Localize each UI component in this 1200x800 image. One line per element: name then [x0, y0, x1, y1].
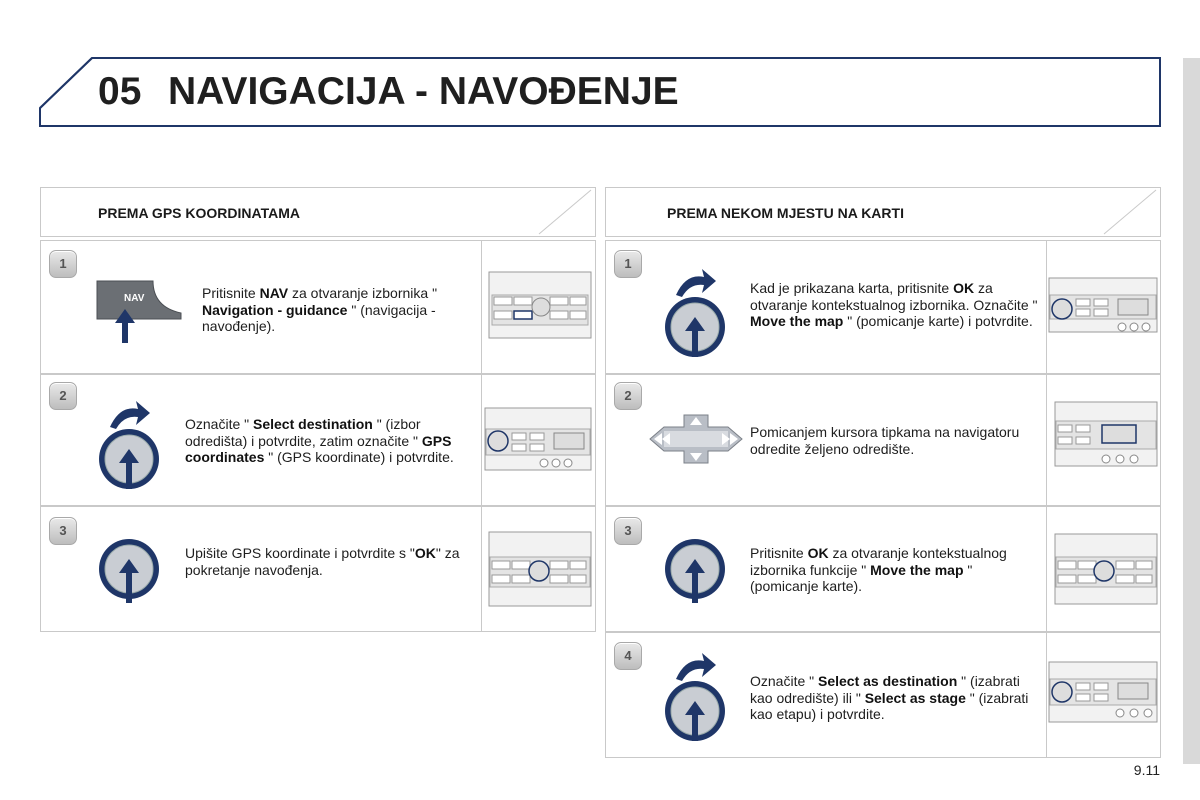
- bold-term: OK: [807, 545, 829, 561]
- text-run: " (izabrati kao etapu) i potvrdite.: [750, 689, 1029, 722]
- right-step-2: [605, 374, 1161, 506]
- right-heading-label: PREMA NEKOM MJESTU NA KARTI: [667, 205, 904, 221]
- bold-term: Select destination: [253, 416, 373, 432]
- left-step-3: [40, 506, 596, 632]
- right-column-heading: [605, 187, 1161, 237]
- radio-panel-thumbnail: [484, 407, 592, 473]
- left-step-2: [40, 374, 596, 506]
- step-badge: 4: [614, 642, 642, 670]
- text-run: za otvaranje izbornika ": [288, 285, 438, 301]
- step-description: [185, 416, 475, 466]
- text-run: za otvaranje kontekstualnog izbornika funkcije ": [750, 545, 1007, 578]
- text-run: Kad je prikazana karta, pritisnite: [750, 280, 954, 296]
- step-description: [202, 285, 472, 335]
- step-badge: 3: [614, 517, 642, 545]
- radio-panel-thumbnail: [488, 531, 592, 609]
- left-heading-label: PREMA GPS KOORDINATAMA: [98, 205, 300, 221]
- radio-panel-thumbnail: [1054, 401, 1158, 469]
- step-description: [750, 545, 1040, 595]
- step-description: [750, 424, 1040, 457]
- right-step-3: [605, 506, 1161, 632]
- title-bar: [0, 0, 1200, 140]
- bold-term: Move the map: [870, 561, 964, 578]
- right-step-1: [605, 240, 1161, 374]
- text-run: " (izbor odredišta) i potvrdite, zatim označite ": [185, 416, 422, 449]
- text-run: Označite ": [750, 673, 818, 689]
- chapter-number: 05: [98, 70, 142, 113]
- text-run: " (pomicanje karte).: [750, 561, 973, 594]
- bold-term: Move the map: [750, 313, 844, 329]
- directional-pad-icon: [646, 411, 746, 467]
- page-number: 9.11: [1133, 762, 1160, 778]
- knob-icon: [662, 261, 732, 361]
- text-run: Pritisnite: [750, 545, 808, 561]
- text-run: " za pokretanje navođenja.: [185, 545, 460, 578]
- radio-panel-thumbnail: [488, 271, 592, 341]
- chapter-title: NAVIGACIJA - NAVOĐENJE: [168, 70, 679, 113]
- text-run: za otvaranje kontekstualnog izbornika. Označite ": [750, 280, 1038, 313]
- bold-term: OK: [953, 280, 975, 296]
- text-run: Upišite GPS koordinate i potvrdite s ": [185, 545, 415, 561]
- text-run: Pomicanjem kursora tipkama na navigatoru odredite željeno odredište.: [750, 424, 1020, 457]
- text-run: Pritisnite: [202, 285, 260, 301]
- text-run: " (GPS koordinate) i potvrdite.: [264, 449, 454, 465]
- text-run: " (navigacija - navođenje).: [202, 301, 436, 334]
- bold-term: NAV: [259, 285, 289, 301]
- step-badge: 3: [49, 517, 77, 545]
- left-step-1: [40, 240, 596, 374]
- bold-term: GPS coordinates: [185, 432, 452, 465]
- knob-icon: [96, 527, 166, 607]
- bold-term: Select as destination: [818, 673, 958, 689]
- nav-button-label: NAV: [124, 293, 145, 304]
- step-badge: 2: [614, 382, 642, 410]
- side-tab: [1183, 58, 1200, 764]
- right-step-4: [605, 632, 1161, 758]
- bold-term: Navigation - guidance: [202, 301, 348, 318]
- left-column-heading: [40, 187, 596, 237]
- radio-panel-thumbnail: [1048, 661, 1158, 725]
- knob-icon: [662, 527, 732, 607]
- knob-icon: [96, 393, 166, 493]
- text-run: " (pomicanje karte) i potvrdite.: [843, 313, 1033, 329]
- step-badge: 2: [49, 382, 77, 410]
- step-description: [750, 673, 1040, 723]
- text-run: " (izabrati kao odredište) ili ": [750, 673, 1020, 706]
- bold-term: Select as stage: [864, 689, 966, 706]
- radio-panel-thumbnail: [1054, 533, 1158, 607]
- step-badge: 1: [614, 250, 642, 278]
- step-badge: 1: [49, 250, 77, 278]
- step-description: [750, 280, 1040, 330]
- step-description: [185, 545, 475, 578]
- bold-term: OK: [414, 545, 436, 561]
- knob-icon: [662, 645, 732, 745]
- text-run: Označite ": [185, 416, 253, 432]
- nav-button-icon: [91, 277, 191, 347]
- radio-panel-thumbnail: [1048, 277, 1158, 335]
